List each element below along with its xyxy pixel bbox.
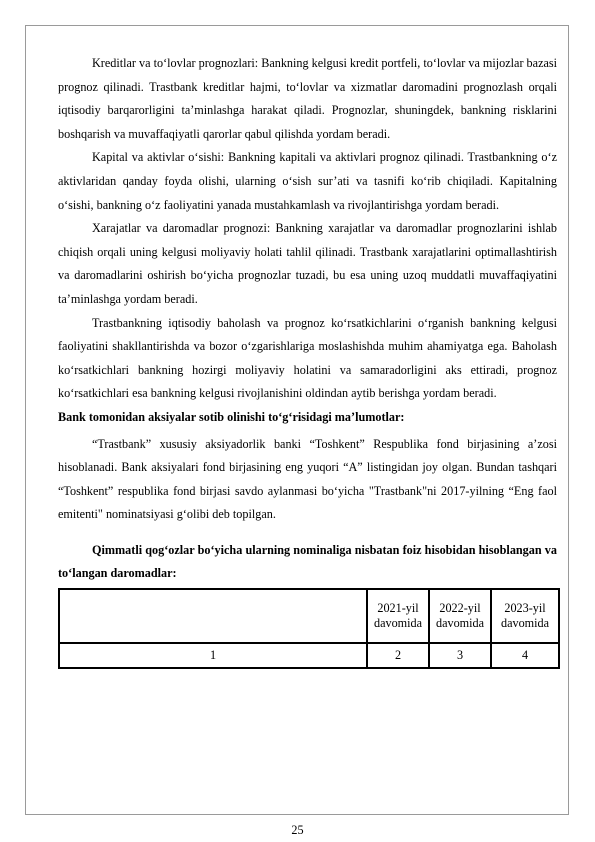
spacer [58,527,557,539]
table-cell: 1 [59,643,367,668]
section-heading-share-buyback: Bank tomonidan aksiyalar sotib olinishi to‘g‘risidagi ma’lumotlar: [58,409,405,424]
table-header-row [59,589,559,643]
table-header-cell: 2023-yil davomida [491,589,559,643]
table-cell: 2 [367,643,429,668]
paragraph-expenses-income: Xarajatlar va daromadlar prognozi: Bankning xarajatlar va daromadlar prognozlarini ishlab chiqish orqali uning kelgusi moliyaviy holati tahlil qilinadi. Trastbank xarajatlarini optimallashtirish va daromadlarini oshirish bo‘yicha prognozlar tuzadi, bu esa uning uzoq muddatli muvaffaqiyatini ta’minlashga yordam beradi. [58,221,557,306]
table-header-cell: 2022-yil davomida [429,589,491,643]
paragraph-evaluation-summary: Trastbankning iqtisodiy baholash va prognoz ko‘rsatkichlarini o‘rganish bankning kelgusi faoliyatini shakllantirishda va bozor o‘zgarishlariga moslashishda muhim ahamiyatga ega. Baholash ko‘rsatkichlari bankning hozirgi moliyaviy holatini va samaradorligini aks ettiradi, prognoz ko‘rsatkichlari esa bankning kelgusi rivojlanishini oldindan aytib berishga yordam beradi. [58,315,557,401]
table-cell: 4 [491,643,559,668]
paragraph-capital-assets: Kapital va aktivlar o‘sishi: Bankning kapitali va aktivlari prognoz qilinadi. Trastbankning o‘z aktivlaridan qanday foyda olishi, ularning o‘sish sur’ati va tasnifi ko‘rib chiqiladi. Kapitalning o‘sishi, bankning o‘z faoliyatini yanada mustahkamlash va rivojlantirishga yordam beradi. [58,150,557,212]
page-number: 25 [291,823,304,837]
table-header-cell [59,589,367,643]
document-body [58,52,557,669]
table-header-cell: 2021-yil davomida [367,589,429,643]
table-cell: 3 [429,643,491,668]
securities-income-table [58,588,560,669]
paragraph-credit-forecasts: Kreditlar va to‘lovlar prognozlari: Bankning kelgusi kredit portfeli, to‘lovlar va mijozlar bazasi prognoz qilinadi. Trastbank kreditlar hajmi, to‘lovlar va xizmatlar daromadini prognozlash orqali iqtisodiy barqarorligini ta’minlashga harakat qiladi. Prognozlar, shuningdek, bankning risklarini boshqarish va muvaffaqiyatli qarorlar qabul qilishda yordam beradi. [58,56,558,141]
paragraph-stock-exchange: “Trastbank” xususiy aksiyadorlik banki “Toshkent” Respublika fond birjasining a’zosi hisoblanadi. Bank aksiyalari fond birjasining eng yuqori “A” listingidan joy olgan. Bundan tashqari “Toshkent” respublika fond birjasi savdo aylanmasi bo‘yicha "Trastbank"ni 2017-yilning “Eng faol emitenti" nominatsiyasi g‘olibi deb topilgan. [58,436,557,522]
table-number-row [59,643,559,668]
paragraph-securities-income: Qimmatli qog‘ozlar bo‘yicha ularning nominaliga nisbatan foiz hisobidan hisoblangan va to‘langan daromadlar: [58,542,557,581]
